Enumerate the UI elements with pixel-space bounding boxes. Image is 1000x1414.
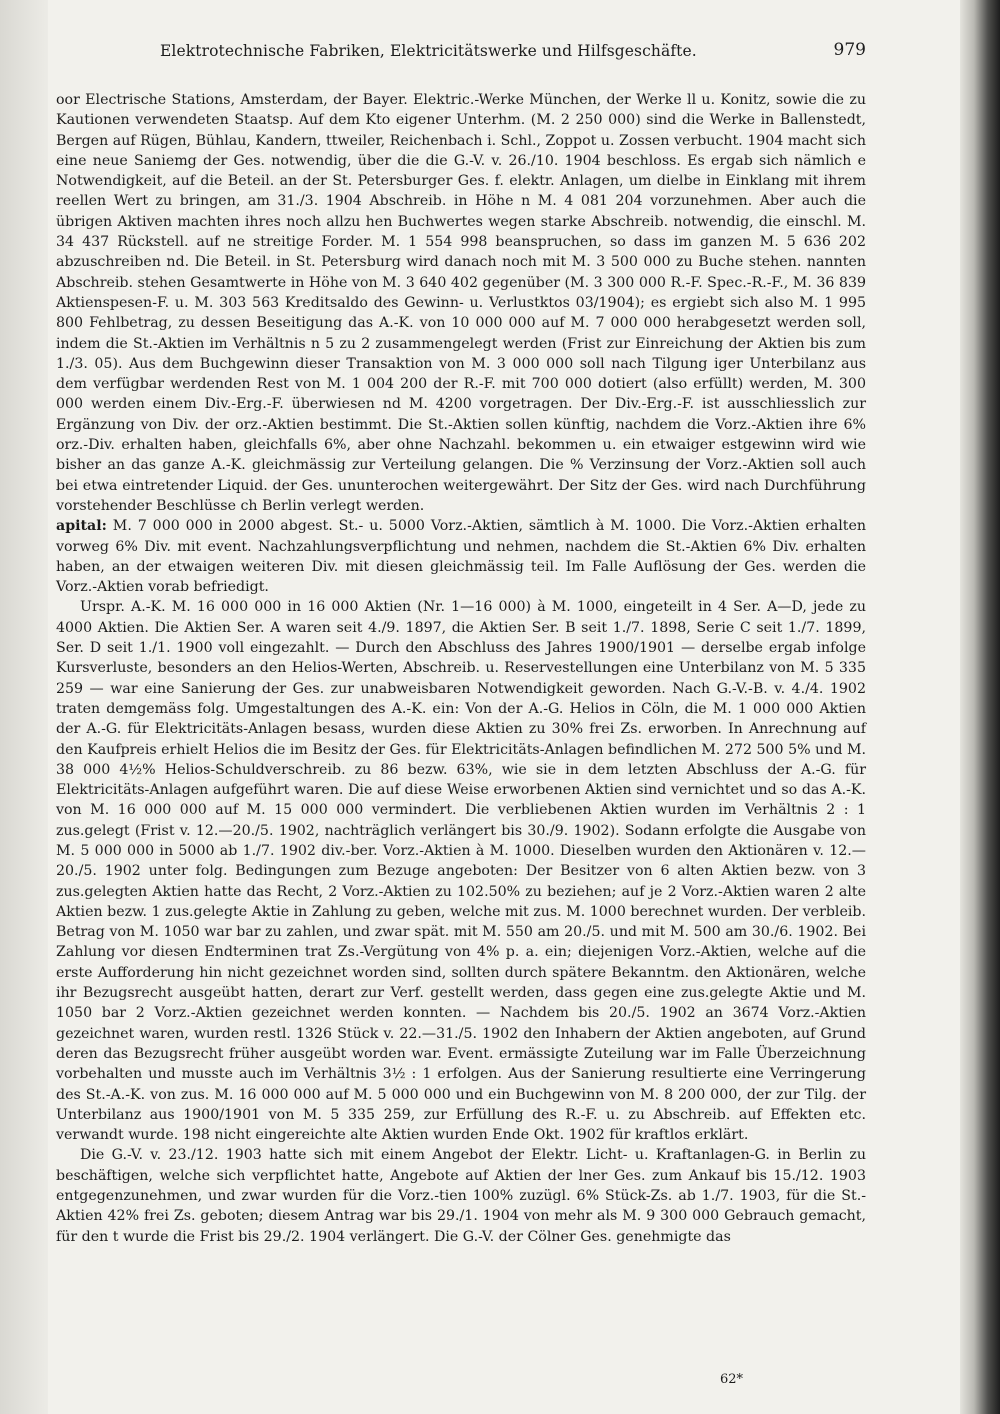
page-number: 979 [833, 40, 866, 60]
page-header [56, 36, 866, 70]
page-left-margin [0, 0, 48, 1414]
running-title: Elektrotechnische Fabriken, Elektricitätswerke und Hilfsgeschäfte. [160, 42, 697, 60]
paragraph-gv-1903: Die G.-V. v. 23./12. 1903 hatte sich mit einem Angebot der Elektr. Licht- u. Kraftanlagen-G. in Berlin zu beschäftigen, welche sich verpflichtet hatte, Angebote auf Aktien der lner Ges. zum Ankauf bis 15./12. 1903 entgegenzunehmen, und zwar wurden für die Vorz.-tien 100% zuzügl. 6% Stück-Zs. ab 1./7. 1903, für die St.-Aktien 42% frei Zs. geboten; diesem Antrag war bis 29./1. 1904 von mehr als M. 9 300 000 Gebrauch gemacht, für den t wurde die Frist bis 29./2. 1904 verlängert. Die G.-V. der Cölner Ges. genehmigte das [56, 1147, 866, 1245]
paragraph-sanierung: oor Electrische Stations, Amsterdam, der Bayer. Elektric.-Werke München, der Werke ll u. Konitz, sowie die zu Kautionen verwendeten Staatsp. Auf dem Kto eigener Unterhm. (M. 2 250 000) sind die Werke in Ballenstedt, Bergen auf Rügen, Bühlau, Kandern, ttweiler, Reichenbach i. Schl., Zoppot u. Zossen verbucht. 1904 macht sich eine neue Saniemg der Ges. notwendig, über die die G.-V. v. 26./10. 1904 beschloss. Es ergab sich nämlich e Notwendigkeit, auf die Beteil. an der St. Petersburger Ges. f. elektr. Anlagen, um dielbe in Einklang mit ihrem reellen Wert zu bringen, am 31./3. 1904 Abschreib. in Höhe n M. 4 081 204 vorzunehmen. Aber auch die übrigen Aktiven machten ihres noch allzu hen Buchwertes wegen starke Abschreib. notwendig, die einschl. M. 34 437 Rückstell. auf ne streitige Forder. M. 1 554 998 beanspruchen, so dass im ganzen M. 5 636 202 abzuschreiben nd. Die Beteil. in St. Petersburg wird danach noch mit M. 3 500 000 zu Buche stehen. nannten Abschreib. stehen Gesamtwerte in Höhe von M. 3 640 402 gegenüber (M. 3 300 000 R.-F. Spec.-R.-F., M. 36 839 Aktienspesen-F. u. M. 303 563 Kreditsaldo des Gewinn- u. Verlustktos 03/1904); es ergiebt sich also M. 1 995 800 Fehlbetrag, zu dessen Beseitigung das A.-K. von 10 000 000 auf M. 7 000 000 herabgesetzt werden soll, indem die St.-Aktien im Verhältnis n 5 zu 2 zusammengelegt werden (Frist zur Einreichung der Aktien bis zum 1./3. 05). Aus dem Buchgewinn dieser Transaktion von M. 3 000 000 soll nach Tilgung iger Unterbilanz aus dem verfügbar werdenden Rest von M. 1 004 200 der R.-F. mit 700 000 dotiert (also erfüllt) werden, M. 300 000 werden einem Div.-Erg.-F. überwiesen nd M. 4200 vorgetragen. Der Div.-Erg.-F. ist ausschliesslich zur Ergänzung von Div. der orz.-Aktien bestimmt. Die St.-Aktien sollen künftig, nachdem die Vorz.-Aktien ihre 6% orz.-Div. erhalten haben, gleichfalls 6%, aber ohne Nachzahl. bekommen u. ein etwaiger estgewinn wird wie bisher an das ganze A.-K. gleichmässig zur Verteilung gelangen. Die % Verzinsung der Vorz.-Aktien soll auch bei etwa eintretender Liquid. der Ges. ununterochen weitergewährt. Der Sitz der Ges. wird nach Durchführung vorstehender Beschlüsse ch Berlin verlegt werden. [56, 92, 866, 514]
kapital-label: apital: [56, 518, 107, 535]
document-page [56, 36, 866, 1247]
signature-mark: 62* [720, 1372, 744, 1387]
book-spine-shadow [960, 0, 1000, 1414]
kapital-text: M. 7 000 000 in 2000 abgest. St.- u. 5000 Vorz.-Aktien, sämtlich à M. 1000. Die Vorz.-Aktien erhalten vorweg 6% Div. mit event. Nachzahlungsverpflichtung und nehmen, nachdem die St.-Aktien 6% Div. erhalten haben, an der etwaigen weiteren Div. mit diesen gleichmässig teil. Im Falle Auflösung der Ges. werden die Vorz.-Aktien vorab befriedigt. [56, 518, 866, 596]
paragraph-kapital [56, 516, 866, 597]
paragraph-urspr-ak: Urspr. A.-K. M. 16 000 000 in 16 000 Aktien (Nr. 1—16 000) à M. 1000, eingeteilt in 4 Ser. A—D, jede zu 4000 Aktien. Die Aktien Ser. A waren seit 4./9. 1897, die Aktien Ser. B seit 1./7. 1898, Serie C seit 1./7. 1899, Ser. D seit 1./1. 1900 voll eingezahlt. — Durch den Abschluss des Jahres 1900/1901 — derselbe ergab infolge Kursverluste, besonders an den Helios-Werten, Abschreib. u. Reservestellungen eine Unterbilanz von M. 5 335 259 — war eine Sanierung der Ges. zur unabweisbaren Notwendigkeit geworden. Nach G.-V.-B. v. 4./4. 1902 traten demgemäss folg. Umgestaltungen des A.-K. ein: Von der A.-G. Helios in Cöln, die M. 1 000 000 Aktien der A.-G. für Elektricitäts-Anlagen besass, wurden diese Aktien zu 30% frei Zs. erworben. In Anrechnung auf den Kaufpreis erhielt Helios die im Besitz der Ges. für Elektricitäts-Anlagen befindlichen M. 272 500 5% und M. 38 000 4½% Helios-Schuldverschreib. zu 86 bezw. 63%, wie sie in dem letzten Abschluss der A.-G. für Elektricitäts-Anlagen aufgeführt waren. Die auf diese Weise erworbenen Aktien sind vernichtet und so das A.-K. von M. 16 000 000 auf M. 15 000 000 vermindert. Die verbliebenen Aktien wurden im Verhältnis 2 : 1 zus.gelegt (Frist v. 12.—20./5. 1902, nachträglich verlängert bis 30./9. 1902). Sodann erfolgte die Ausgabe von M. 5 000 000 in 5000 ab 1./7. 1902 div.-ber. Vorz.-Aktien à M. 1000. Dieselben wurden den Aktionären v. 12.—20./5. 1902 unter folg. Bedingungen zum Bezuge angeboten: Der Besitzer von 6 alten Aktien bezw. von 3 zus.gelegten Aktien hatte das Recht, 2 Vorz.-Aktien zu 102.50% zu beziehen; auf je 2 Vorz.-Aktien waren 2 alte Aktien bezw. 1 zus.gelegte Aktie in Zahlung zu geben, welche mit zus. M. 1000 berechnet wurden. Der verbleib. Betrag von M. 1050 war bar zu zahlen, und zwar spät. mit M. 550 am 20./5. und mit M. 500 am 30./6. 1902. Bei Zahlung vor diesen Endterminen trat Zs.-Vergütung von 4% p. a. ein; diejenigen Vorz.-Aktien, welche auf die erste Aufforderung hin nicht gezeichnet worden sind, sollten durch spätere Bekanntm. den Aktionären, welche ihr Bezugsrecht ausgeübt hatten, derart zur Verf. gestellt werden, dass gegen eine zus.gelegte Aktie und M. 1050 bar 2 Vorz.-Aktien gezeichnet werden konnten. — Nachdem bis 20./5. 1902 an 3674 Vorz.-Aktien gezeichnet waren, wurden restl. 1326 Stück v. 22.—31./5. 1902 den Inhabern der Aktien angeboten, auf Grund deren das Bezugsrecht früher ausgeübt worden war. Event. ermässigte Zuteilung war im Falle Überzeichnung vorbehalten und musste auch im Verhältnis 3½ : 1 erfolgen. Aus der Sanierung resultierte eine Verringerung des St.-A.-K. von zus. M. 16 000 000 auf M. 5 000 000 und ein Buchgewinn von M. 8 200 000, der zur Tilg. der Unterbilanz aus 1900/1901 von M. 5 335 259, zur Erfüllung des R.-F. u. zu Abschreib. auf Effekten etc. verwandt wurde. 198 nicht eingereichte alte Aktien wurden Ende Okt. 1902 für kraftlos erklärt. [56, 599, 867, 1144]
body-text [56, 90, 866, 1247]
